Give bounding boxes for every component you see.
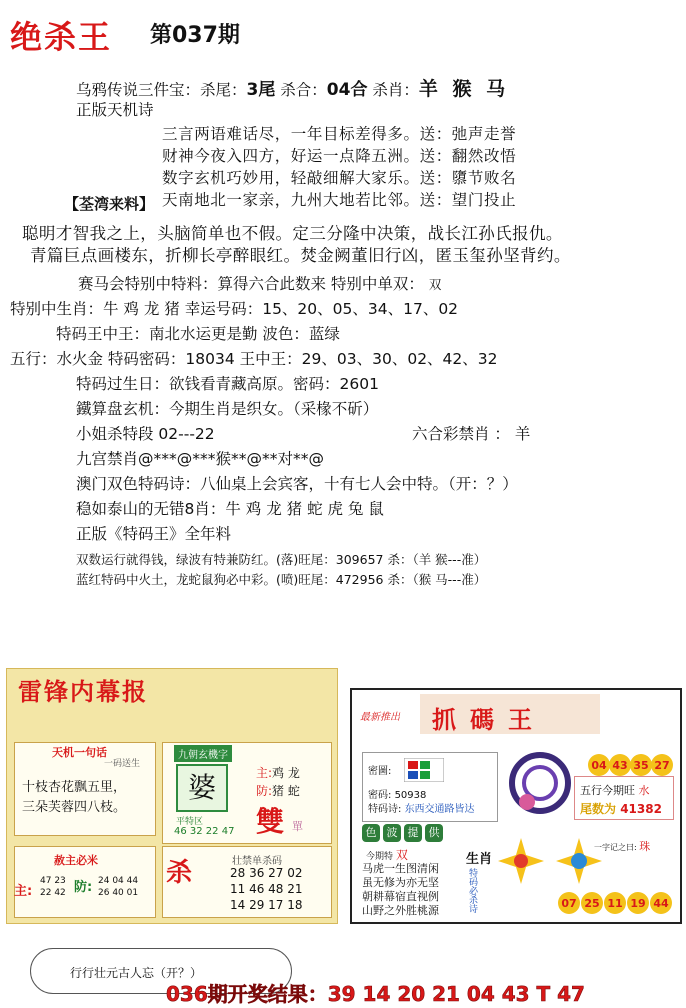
jiuchao-label: 九朝玄機字 [174,745,232,762]
bottom-ball-1: 07 [558,892,580,914]
tiesuan-line: 鐵算盘玄机：今期生肖是织女。（采椽不斫） [76,400,379,418]
verse-line-1: 聪明才智我之上，头脑简单也不假。定三分隆中决策，战长江孙氏报仇。 [22,224,563,243]
fang2-label: 防: [74,880,93,895]
top-ball-3: 35 [630,754,652,776]
pingte-label: 平特区 [176,817,204,827]
zhubi-title: 赦主必米 [54,854,98,867]
guoshengri-line: 特码过生日：欲钱看青藏高原。密码：2601 [76,375,379,393]
weishu-line: 尾数为 41382 [580,802,662,816]
poem-line-3: 数字玄机巧妙用，轻敲细解大家乐。送：隳节败名 [162,169,517,187]
leifeng-title: 雷锋内幕报 [18,677,148,706]
zhuang-row-2: 11 46 48 21 [230,882,303,896]
tianji-poem-2: 三朵芙蓉四八枝。 [22,800,127,815]
sha-char: 杀 [166,858,193,888]
zhuang-title: 壮禁单杀码 [232,856,282,867]
yiju-line: 一字记之曰: 珠 [594,840,651,853]
fang-line: 防:猪 蛇 [256,784,300,798]
shuangshu-line: 双数运行就得钱，绿波有特兼防红。(落)旺尾：309657 杀：（羊 猴---准） [76,552,487,567]
poem-line-1: 三言两语难话尽，一年目标差得多。送：弛声走誉 [162,125,517,143]
zhuang-row-3: 14 29 17 18 [230,898,303,912]
zhengban-line: 正版《特码王》全年料 [76,525,232,543]
zhu-line: 主:鸡 龙 [256,766,300,780]
gem-row: 色 波 提 供 [362,824,443,842]
tianji-sub: 一码送生 [104,759,141,769]
mimi-label: 密圖: [368,766,392,777]
rp-poem-2: 虽无修为亦无坚 [362,876,439,889]
liuhe-jinxiao: 六合彩禁肖 ： 羊 [412,425,531,443]
poem-title: 正版天机诗 [76,101,154,119]
saima-line: 赛马会特别中特料：算得六合此数来 特别中单双： 双 [78,275,442,293]
jiugong-line: 九宫禁肖@***@***猴**@**对**@ [76,450,325,468]
dan-char: 單 [292,820,303,833]
issue-number: 第037期 [150,23,240,48]
rp-poem-1: 马虎一生图清闲 [362,862,439,875]
tianji-poem-1: 十枝杏花飘五里， [22,780,127,795]
zhu2-label: 主: [14,884,33,899]
zhu2-nums-2: 22 42 [40,888,66,898]
poem-line-2: 财神今夜入四方，好运一点降五洲。送：翻然改悟 [162,147,517,165]
shuang-char: 雙 [256,805,285,838]
pingte-nums: 46 32 22 47 [174,826,235,837]
logo-title: 绝杀王 [10,18,113,56]
colored-flag [404,758,444,782]
mima-line: 密码: 50938 [368,790,427,801]
bottom-ball-5: 44 [650,892,672,914]
lanhong-line: 蓝红特码中火土，龙蛇鼠狗必中彩。(喷)旺尾：472956 杀：（猴 马---准） [76,572,487,587]
fang2-nums-2: 26 40 01 [98,888,139,898]
wenru-line: 稳如泰山的无错8肖：牛 鸡 龙 猪 蛇 虎 兔 鼠 [76,500,384,518]
zhuamawang-title: 抓碼王 [432,705,546,734]
top-ball-1: 04 [588,754,610,776]
snake-icon [505,750,575,816]
zhu2-nums-1: 47 23 [40,876,66,886]
bottom-ball-3: 11 [604,892,626,914]
zhuang-row-1: 28 36 27 02 [230,866,303,880]
burst-left-icon [498,838,544,884]
tianji-title: 天机一句话 [52,746,107,759]
snake-image [505,750,575,816]
jinqi-line: 今期特 双 [366,848,408,862]
top-ball-2: 43 [609,754,631,776]
wuxing-line-rp: 五行今期旺 水 [580,784,650,797]
cloud-text: 行行壮元古人忘（开？） [70,966,203,980]
draw-result: 036期开奖结果：39 14 20 21 04 43 T 47 [166,982,585,1006]
flag-graphic [404,758,444,782]
tebie-shengxiao-line: 特别中生肖：牛 鸡 龙 猪 幸运号码：15、20、05、34、17、02 [10,300,459,318]
rp-poem-3: 朝耕幕宿直视例 [362,890,439,903]
fang2-nums-1: 24 04 44 [98,876,139,886]
source-badge: 【荃湾来料】 [64,195,155,213]
wangzhong-line: 特码王中王：南北水运更是勤 波色：蓝绿 [56,325,340,343]
shengxiao-label: 生肖 [466,852,493,867]
poem-line-4: 天南地北一家亲，九州大地若比邻。送：望门投止 [162,191,517,209]
bottom-ball-4: 19 [627,892,649,914]
crow-line: 乌鸦传说三件宝：杀尾：3尾 杀合：04合 杀肖：羊 猴 马 [76,78,510,100]
tema-bisha: 特码必杀诗 [467,868,477,913]
aomen-line: 澳门双色特码诗：八仙桌上会宾客，十有七人会中特。（开：？） [76,475,518,493]
big-char: 婆 [176,764,228,812]
wuxing-line: 五行：水火金 特码密码：18034 王中王：29、03、30、02、42、32 [10,350,498,368]
tema-shi-line: 特码诗: 东西交通路皆达 [368,804,475,815]
xiaojie-line: 小姐杀特段 02---22 [76,425,215,443]
verse-line-2: 青篇巨点画楼东，折柳长亭醉眼红。焚金阙董旧行凶，匿玉玺孙坚背约。 [30,246,571,265]
top-ball-4: 27 [651,754,673,776]
bottom-ball-2: 25 [581,892,603,914]
burst-left [498,838,544,884]
new-tag: 最新推出 [360,712,400,723]
rp-poem-4: 山野之外胜桃源 [362,904,439,917]
